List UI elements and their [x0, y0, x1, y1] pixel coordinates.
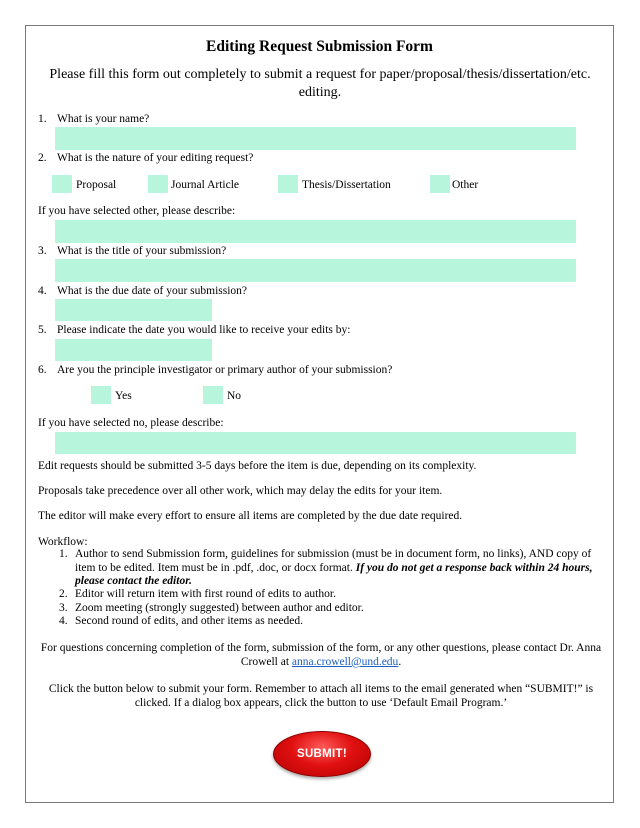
journal-article-checkbox[interactable] — [148, 175, 168, 193]
no-description-field[interactable] — [55, 432, 576, 454]
workflow-step-1-text: Author to send Submission form, guidelines for submission (must be in document form, no links), AND copy of item to be edited. Item must be in .pdf, .doc, or docx format. — [75, 548, 592, 574]
q5-text: Please indicate the date you would like to receive your edits by: — [57, 324, 351, 336]
other-label: Other — [452, 179, 479, 191]
proposal-label: Proposal — [76, 179, 117, 191]
q6-text: Are you the principle investigator or primary author of your submission? — [57, 364, 393, 376]
workflow-step-3: Zoom meeting (strongly suggested) between author and editor. — [75, 602, 364, 614]
contact-email-link[interactable]: anna.crowell@und.edu — [291, 656, 399, 668]
other-describe-prompt: If you have selected other, please describe: — [38, 205, 236, 217]
note-precedence: Proposals take precedence over all other work, which may delay the edits for your item. — [38, 485, 443, 497]
workflow-step-2: Editor will return item with first round of edits to author. — [75, 588, 336, 600]
submit-instructions: Click the button below to submit your form. Remember to attach all items to the email generated when “SUBMIT!” is clicked. If a dialog box appears, click the button to use ‘Default Email Program.’ — [48, 683, 594, 709]
form-intro: Please fill this form out completely to submit a request for paper/proposal/thesis/dissertation/etc. editing. — [49, 67, 591, 100]
proposal-checkbox[interactable] — [52, 175, 72, 193]
submit-button[interactable]: SUBMIT! — [273, 731, 371, 777]
workflow-label: Workflow: — [38, 536, 88, 548]
journal-article-label: Journal Article — [171, 179, 240, 191]
workflow-step-4: Second round of edits, and other items as needed. — [75, 615, 304, 627]
form-title: Editing Request Submission Form — [206, 38, 433, 55]
yes-checkbox[interactable] — [91, 386, 111, 404]
q5-number: 5. — [38, 324, 47, 336]
title-field[interactable] — [55, 259, 576, 282]
note-timing: Edit requests should be submitted 3-5 days before the item is due, depending on its complexity. — [38, 460, 477, 472]
q6-number: 6. — [38, 364, 47, 376]
q4-text: What is the due date of your submission? — [57, 285, 248, 297]
contact-end: . — [398, 656, 402, 668]
q2-text: What is the nature of your editing request? — [57, 152, 254, 164]
due-date-field[interactable] — [55, 299, 212, 321]
q1-text: What is your name? — [57, 113, 150, 125]
contact-paragraph — [38, 641, 604, 669]
workflow-step-number: 4. — [59, 615, 68, 627]
workflow-step-1-emphasis: If you do not get a response back within 24 hours, please contact the editor. — [75, 561, 593, 587]
q4-number: 4. — [38, 285, 47, 297]
q1-number: 1. — [38, 113, 47, 125]
workflow-step-number: 1. — [59, 548, 68, 560]
yes-label: Yes — [115, 390, 132, 402]
q3-number: 3. — [38, 245, 47, 257]
no-label: No — [227, 390, 242, 402]
other-checkbox[interactable] — [430, 175, 450, 193]
workflow-step-number: 3. — [59, 602, 68, 614]
q2-number: 2. — [38, 152, 47, 164]
workflow-step-number: 2. — [59, 588, 68, 600]
contact-text: For questions concerning completion of the form, submission of the form, or any other questions, please contact Dr. Anna Crowell at — [40, 642, 602, 668]
no-checkbox[interactable] — [203, 386, 223, 404]
no-describe-prompt: If you have selected no, please describe: — [38, 417, 224, 429]
name-field[interactable] — [55, 127, 576, 150]
note-effort: The editor will make every effort to ensure all items are completed by the due date required. — [38, 510, 463, 522]
thesis-dissertation-label: Thesis/Dissertation — [302, 179, 391, 191]
q3-text: What is the title of your submission? — [57, 245, 227, 257]
thesis-dissertation-checkbox[interactable] — [278, 175, 298, 193]
other-description-field[interactable] — [55, 220, 576, 243]
edits-date-field[interactable] — [55, 339, 212, 361]
workflow-step-1 — [75, 548, 595, 589]
